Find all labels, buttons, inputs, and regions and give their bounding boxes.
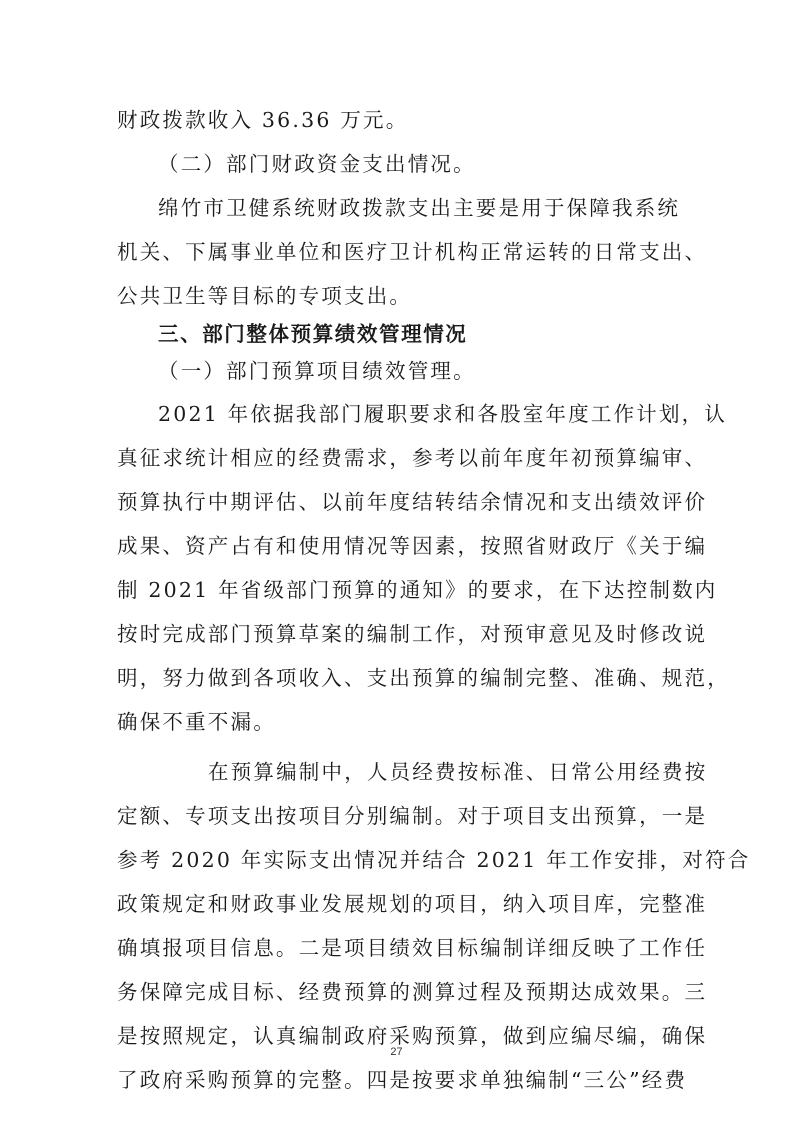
paragraph-line: 财政拨款收入 36.36 万元。: [117, 108, 409, 132]
section-subheading: （二）部门财政资金支出情况。: [158, 152, 476, 176]
paragraph-line: 预算执行中期评估、以前年度结转结余情况和支出绩效评价: [117, 490, 708, 514]
paragraph-line: 参考 2020 年实际支出情况并结合 2021 年工作安排，对符合: [117, 848, 751, 872]
paragraph-line: 制 2021 年省级部门预算的通知》的要求，在下达控制数内: [117, 578, 718, 602]
paragraph-line: 确填报项目信息。二是项目绩效目标编制详细反映了工作任: [117, 936, 708, 960]
paragraph-line: 按时完成部门预算草案的编制工作，对预审意见及时修改说: [117, 622, 708, 646]
paragraph-line: 务保障完成目标、经费预算的测算过程及预期达成效果。三: [117, 980, 708, 1004]
section-heading: 三、部门整体预算绩效管理情况: [158, 322, 468, 346]
paragraph-line: 成果、资产占有和使用情况等因素，按照省财政厅《关于编: [117, 534, 708, 558]
paragraph-line: 公共卫生等目标的专项支出。: [117, 284, 413, 308]
paragraph-line: 在预算编制中，人员经费按标准、日常公用经费按: [208, 760, 708, 784]
paragraph-line: 是按照规定，认真编制政府采购预算，做到应编尽编，确保: [117, 1024, 708, 1048]
paragraph-line: 了政府采购预算的完整。四是按要求单独编制“三公”经费: [117, 1068, 688, 1092]
paragraph-line: 确保不重不漏。: [117, 710, 276, 734]
paragraph-line: 真征求统计相应的经费需求，参考以前年度年初预算编审、: [117, 446, 708, 470]
page-number: 27: [390, 1046, 403, 1058]
paragraph-line: 明，努力做到各项收入、支出预算的编制完整、准确、规范，: [117, 666, 730, 690]
paragraph-line: 绵竹市卫健系统财政拨款支出主要是用于保障我系统: [158, 196, 681, 220]
paragraph-line: 2021 年依据我部门履职要求和各股室年度工作计划，认: [158, 402, 728, 426]
paragraph-line: 政策规定和财政事业发展规划的项目，纳入项目库，完整准: [117, 892, 708, 916]
paragraph-line: 定额、专项支出按项目分别编制。对于项目支出预算，一是: [117, 804, 708, 828]
paragraph-line: 机关、下属事业单位和医疗卫计机构正常运转的日常支出、: [117, 240, 708, 264]
section-subheading: （一）部门预算项目绩效管理。: [158, 359, 476, 383]
